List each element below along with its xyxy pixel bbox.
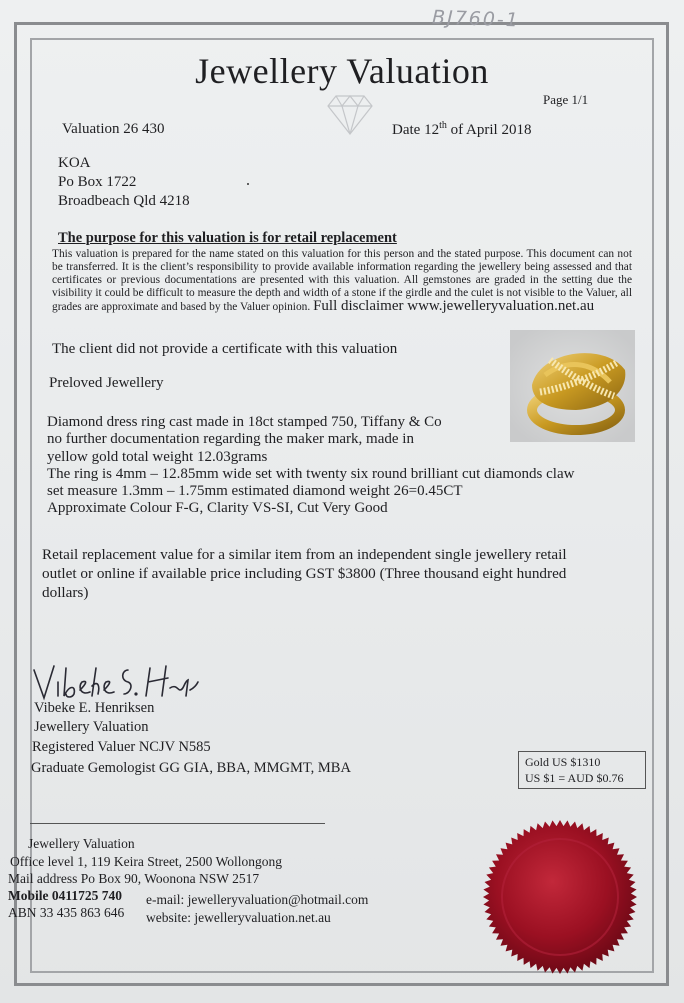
item-category: Preloved Jewellery [49, 375, 164, 391]
mobile-number: Mobile 0411725 740 [8, 888, 122, 903]
page-title: Jewellery Valuation [195, 51, 489, 91]
date-rest: of April 2018 [446, 122, 532, 138]
handwritten-reference: BJ760-1 [431, 6, 521, 32]
client-locality: Broadbeach Qld 4218 [58, 193, 190, 209]
diamond-watermark-icon [326, 92, 374, 136]
description-line: set measure 1.3mm – 1.75mm estimated diamond weight 26=0.45CT [47, 483, 463, 500]
date-suffix: th [439, 120, 447, 131]
valuer-registration: Registered Valuer NCJV N585 [32, 739, 211, 755]
client-po-box: Po Box 1722 [58, 174, 137, 190]
retail-value [42, 545, 567, 602]
footer-mobile [8, 888, 122, 904]
footer-company: Jewellery Valuation [28, 836, 135, 851]
footer-website: website: jewelleryvaluation.net.au [146, 910, 331, 925]
exchange-rate: US $1 = AUD $0.76 [525, 771, 624, 785]
description-line: yellow gold total weight 12.03grams [47, 448, 268, 465]
retail-line: dollars) [42, 584, 89, 601]
disclaimer-text: Full disclaimer www.jewelleryvaluation.net.au [313, 298, 595, 315]
purpose-paragraph [52, 248, 632, 314]
purpose-heading: The purpose for this valuation is for retail replacement [58, 230, 397, 246]
item-description [47, 414, 574, 518]
footer-mail: Mail address Po Box 90, Woonona NSW 2517 [8, 871, 260, 886]
gold-price: Gold US $1310 [525, 755, 601, 769]
description-line: no further documentation regarding the maker mark, made in [47, 431, 414, 448]
footer-abn: ABN 33 435 863 646 [8, 905, 125, 920]
retail-line: Retail replacement value for a similar item from an independent single jewellery retail [42, 546, 567, 563]
description-line: Diamond dress ring cast made in 18ct stamped 750, Tiffany & Co [47, 414, 442, 430]
date-prefix: Date 12 [392, 122, 440, 138]
page-number: Page 1/1 [543, 92, 589, 107]
description-line: Approximate Colour F-G, Clarity VS-SI, Cut Very Good [47, 500, 388, 517]
retail-line: outlet or online if available price including GST $3800 (Three thousand eight hundred [42, 565, 567, 582]
footer-divider [30, 823, 325, 824]
gold-price-box [518, 751, 646, 789]
valuer-name: Vibeke E. Henriksen [34, 700, 155, 716]
footer-email: e-mail: jewelleryvaluation@hotmail.com [146, 892, 369, 907]
valuation-date [392, 120, 531, 139]
valuation-number: Valuation 26 430 [62, 121, 165, 137]
description-line: The ring is 4mm – 12.85mm wide set with twenty six round brilliant cut diamonds claw [47, 465, 575, 482]
valuer-qualifications: Graduate Gemologist GG GIA, BBA, MMGMT, MBA [31, 760, 351, 776]
valuer-company: Jewellery Valuation [34, 719, 149, 735]
stray-dot [247, 183, 249, 185]
certificate-note: The client did not provide a certificate with this valuation [52, 341, 398, 357]
client-name: KOA [58, 155, 91, 171]
red-wax-seal [480, 817, 640, 977]
footer-office: Office level 1, 119 Keira Street, 2500 Wollongong [10, 854, 282, 869]
purpose-body: This valuation is prepared for the name stated on this valuation for this person and the stated purpose. This document can not be transferred. It is the client’s responsibility to provide available information regarding the jewellery being assessed and that certificates or previous documentations are presented with this valuation. All gemstones are graded in the setting due the visibility it could be difficult to measure the depth and width of a stone if the girdle and the culet is not visible to the Valuer, all grades are approximate and based by the Valuer opinion. [52, 248, 632, 314]
